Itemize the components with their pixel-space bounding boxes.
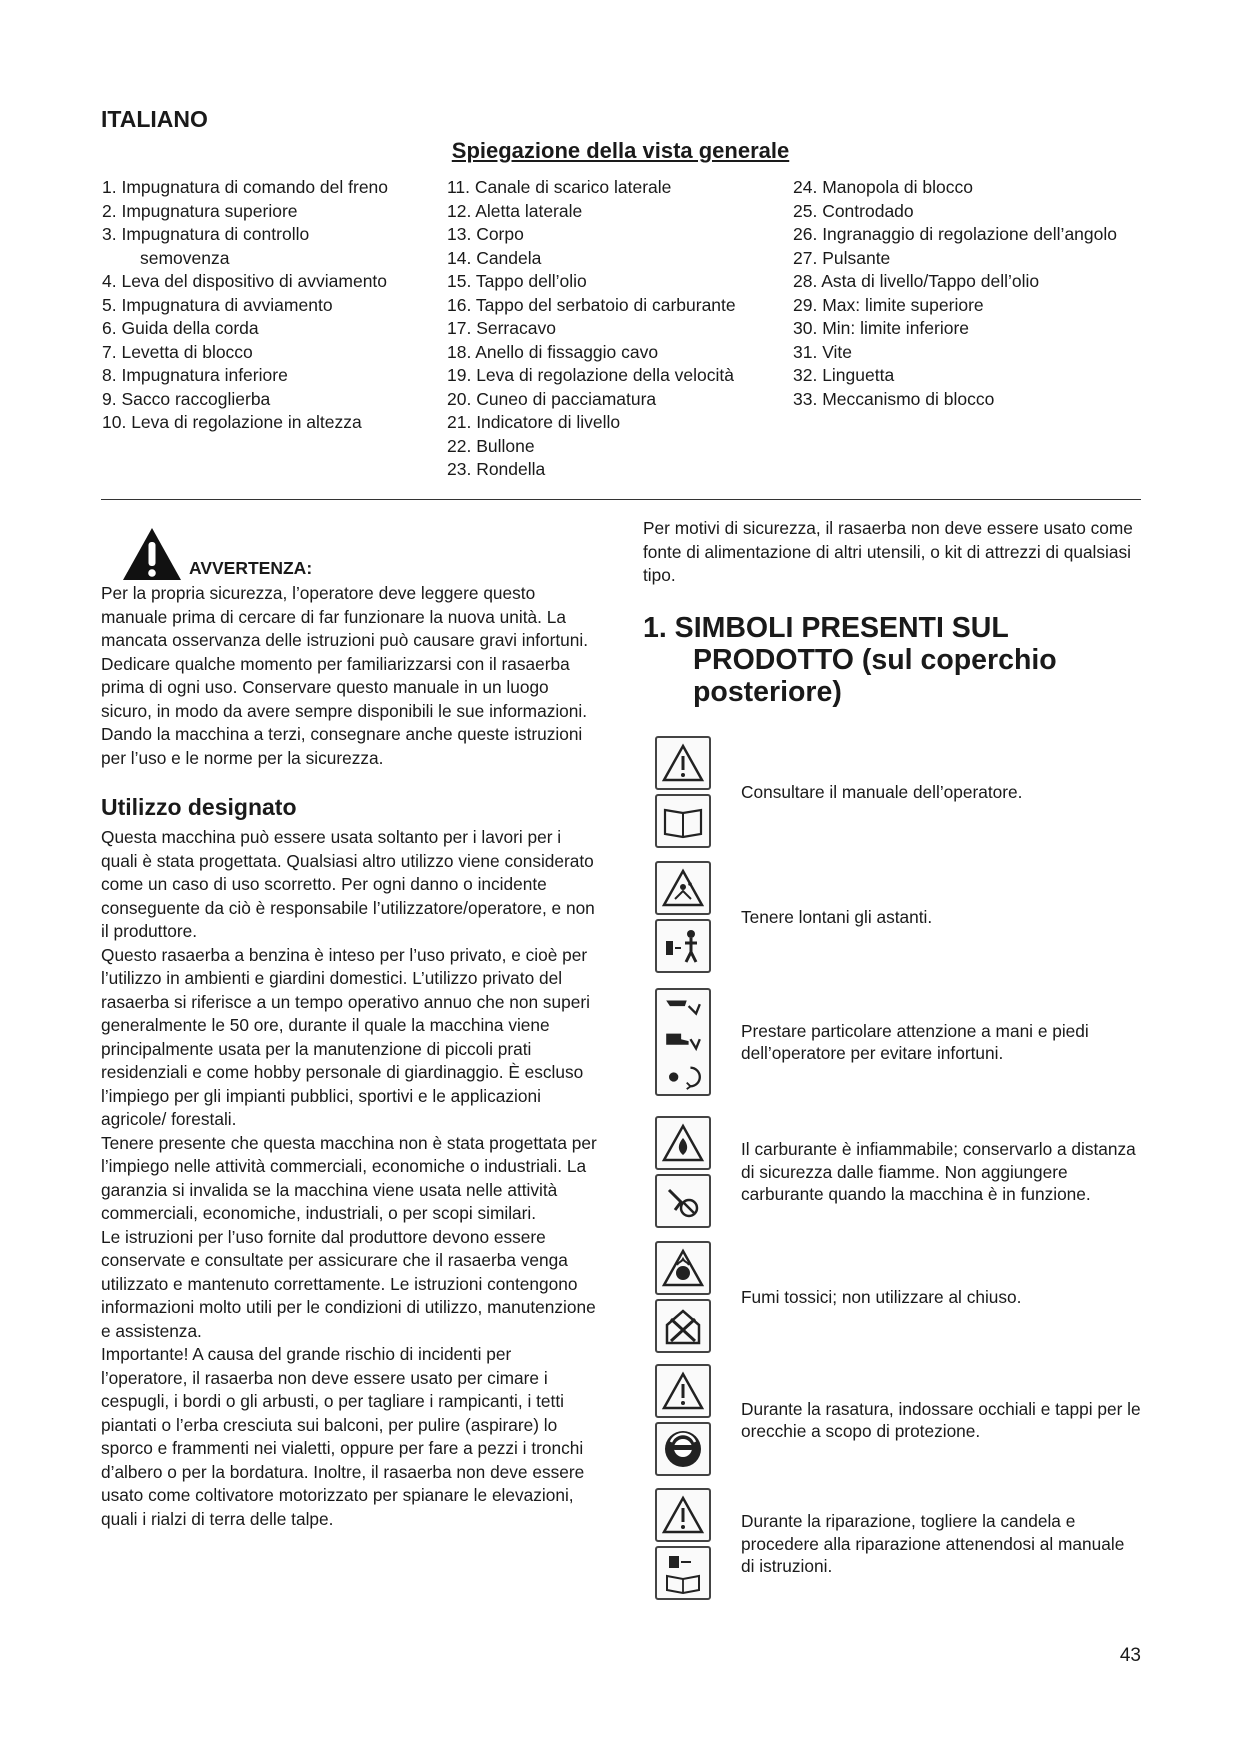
symbol-description: Il carburante è infiammabile; conservarlo a distanza di sicurezza dalle fiamme. Non aggiungere carburante quando la macchina è in funzione. bbox=[741, 1139, 1136, 1205]
no-refuel-running-icon bbox=[655, 1174, 711, 1228]
part-item: 7. Levetta di blocco bbox=[102, 341, 253, 362]
symbol-item bbox=[655, 1366, 1175, 1474]
part-item: 5. Impugnatura di avviamento bbox=[102, 294, 333, 315]
intended-use-paragraph: Tenere presente che questa macchina non è stata progettata per l’impiego nelle attività commerciali, economiche o industriali. La garanzia si invalida se la macchina viene usata nelle attività commerciali, economiche, industriali, o per scopi similari. bbox=[101, 1132, 597, 1223]
part-item: 19. Leva di regolazione della velocità bbox=[447, 365, 734, 385]
intended-use-paragraph: Importante! A causa del grande rischio di incidenti per l’operatore, il rasaerba non deve essere usato per cimare i cespugli, i bordi o gli arbusti, o per tagliare i rampicanti, i tetti piantati o l’erba cresciuta sui balconi, per pulire (aspirare) lo sporco e frammenti nei vialetti, oppure per fare a pezzi i tronchi d’albero o per la bordatura. Inoltre, il rasaerba non deve essere usato come coltivatore motorizzato per spianare le elevazioni, quali i rialzi di terra delle talpe. bbox=[101, 1344, 585, 1529]
part-item: 28. Asta di livello/Tappo dell’olio bbox=[793, 271, 1040, 291]
part-item: 8. Impugnatura inferiore bbox=[102, 365, 288, 385]
symbol-description: Fumi tossici; non utilizzare al chiuso. bbox=[741, 1286, 1022, 1307]
part-item: 13. Corpo bbox=[447, 224, 524, 244]
part-item: 2. Impugnatura superiore bbox=[102, 200, 298, 221]
parts-list-column-1 bbox=[102, 176, 402, 435]
symbol-icons bbox=[655, 1488, 711, 1600]
rotating-blade-icon bbox=[661, 1063, 705, 1091]
part-item: 14. Candela bbox=[447, 247, 542, 268]
part-item: 26. Ingranaggio di regolazione dell’angolo bbox=[793, 224, 1117, 244]
hand-blade-icon bbox=[661, 993, 705, 1021]
part-item: 21. Indicatore di livello bbox=[447, 412, 621, 432]
symbol-icons bbox=[655, 1241, 711, 1353]
symbol-item bbox=[655, 863, 1175, 971]
part-item: 18. Anello di fissaggio cavo bbox=[447, 341, 659, 362]
part-item: 17. Serracavo bbox=[447, 318, 556, 338]
page-number: 43 bbox=[1119, 1645, 1141, 1666]
part-item: 10. Leva di regolazione in altezza bbox=[102, 412, 362, 432]
part-item: 22. Bullone bbox=[447, 435, 535, 456]
part-item: 4. Leva del dispositivo di avviamento bbox=[102, 271, 388, 291]
part-item: 15. Tappo dell’olio bbox=[447, 271, 587, 291]
parts-list-column-3 bbox=[793, 176, 1133, 411]
symbols-heading-line: PRODOTTO (sul coperchio bbox=[693, 644, 1057, 676]
part-item: 12. Aletta laterale bbox=[447, 200, 583, 221]
symbol-item bbox=[655, 738, 1175, 846]
intended-use-paragraph: Questa macchina può essere usata soltanto per i lavori per i quali è stata progettata. Qualsiasi altro utilizzo viene considerato come un caso di uso scorretto. Per ogni danno o incidente conseguente da ciò è responsabile l’utilizzatore/operatore, e non il produttore. bbox=[101, 827, 595, 941]
warning-header bbox=[101, 524, 601, 582]
warning-triangle-icon bbox=[655, 736, 711, 790]
warning-label: AVVERTENZA: bbox=[189, 558, 313, 578]
part-item: 32. Linguetta bbox=[793, 365, 895, 385]
bystander-distance-icon bbox=[655, 919, 711, 973]
symbols-section-heading bbox=[643, 612, 1163, 708]
symbol-description: Durante la rasatura, indossare occhiali e tappi per le orecchie a scopo di protezione. bbox=[741, 1398, 1141, 1441]
thrown-object-icon bbox=[655, 861, 711, 915]
symbol-description: Prestare particolare attenzione a mani e piedi dell’operatore per evitare infortuni. bbox=[741, 1020, 1089, 1063]
part-item: 23. Rondella bbox=[447, 459, 546, 479]
hand-foot-blade-icon bbox=[655, 988, 711, 1096]
safety-intro-text: Per motivi di sicurezza, il rasaerba non deve essere usato come fonte di alimentazione di altri utensili, o kit di attrezzi di qualsiasi tipo. bbox=[643, 518, 1133, 585]
symbol-description: Consultare il manuale dell’operatore. bbox=[741, 781, 1023, 802]
part-item: 30. Min: limite inferiore bbox=[793, 318, 970, 338]
toxic-fumes-icon bbox=[655, 1241, 711, 1295]
part-item: 9. Sacco raccoglierba bbox=[102, 388, 271, 409]
symbols-heading-line: 1. SIMBOLI PRESENTI SUL bbox=[643, 612, 1009, 644]
part-item: 24. Manopola di blocco bbox=[793, 177, 973, 197]
overview-title: Spiegazione della vista generale bbox=[451, 138, 790, 163]
warning-triangle-icon bbox=[655, 1364, 711, 1418]
symbol-description: Tenere lontani gli astanti. bbox=[741, 906, 933, 927]
part-item: 33. Meccanismo di blocco bbox=[793, 388, 995, 409]
part-item: 6. Guida della corda bbox=[102, 318, 259, 338]
warning-triangle-icon bbox=[655, 1488, 711, 1542]
part-item: 16. Tappo del serbatoio di carburante bbox=[447, 294, 736, 315]
symbol-item bbox=[655, 1243, 1175, 1351]
part-item: 25. Controdado bbox=[793, 200, 914, 221]
symbol-icons bbox=[655, 1364, 711, 1476]
part-item: 31. Vite bbox=[793, 341, 853, 362]
symbol-item bbox=[655, 1118, 1175, 1226]
symbols-heading-line: posteriore) bbox=[693, 676, 842, 708]
part-item: 3. Impugnatura di controllo semovenza bbox=[102, 224, 310, 268]
part-item: 1. Impugnatura di comando del freno bbox=[102, 177, 389, 197]
parts-list-column-2 bbox=[447, 176, 777, 482]
warning-block bbox=[101, 524, 601, 1531]
no-indoor-use-icon bbox=[655, 1299, 711, 1353]
manual-book-icon bbox=[655, 794, 711, 848]
intended-use-paragraph: Questo rasaerba a benzina è inteso per l’uso privato, e cioè per l’utilizzo in ambienti e giardini domestici. L’utilizzo privato del rasaerba si riferisce a un tempo operativo annuo che non superi generalmente le 50 ore, durante il quale la macchina viene principalmente usata per la manutenzione di piccoli prati residenziali e come hobby personale di giardinaggio. È escluso l’impiego per gli impianti pubblici, sportivi e le applicazioni agricole/ forestali. bbox=[101, 944, 590, 1129]
symbol-description: Durante la riparazione, togliere la candela e procedere alla riparazione attenendosi al manuale di istruzioni. bbox=[741, 1511, 1125, 1577]
part-item: 11. Canale di scarico laterale bbox=[447, 177, 672, 197]
section-divider bbox=[101, 499, 1141, 500]
symbol-icons bbox=[655, 988, 711, 1096]
foot-blade-icon bbox=[661, 1028, 705, 1056]
eye-ear-protection-icon bbox=[655, 1422, 711, 1476]
symbol-icons bbox=[655, 861, 711, 973]
part-item: 20. Cuneo di pacciamatura bbox=[447, 388, 657, 409]
intended-use-heading: Utilizzo designato bbox=[101, 794, 297, 820]
symbol-icons bbox=[655, 736, 711, 848]
language-title: ITALIANO bbox=[101, 106, 208, 132]
symbol-item bbox=[655, 986, 1175, 1098]
intended-use-paragraph: Le istruzioni per l’uso fornite dal produttore devono essere conservate e consultate per assicurare che il rasaerba venga utilizzato e mantenuto correttamente. Le istruzioni contengono informazioni molto utili per le condizioni di utilizzo, manutenzione e assistenza. bbox=[101, 1226, 596, 1341]
symbol-item bbox=[655, 1488, 1175, 1600]
flame-warning-icon bbox=[655, 1116, 711, 1170]
part-item: 27. Pulsante bbox=[793, 247, 891, 268]
warning-triangle-icon bbox=[121, 526, 183, 582]
spark-plug-manual-icon bbox=[655, 1546, 711, 1600]
warning-text: Per la propria sicurezza, l’operatore deve leggere questo manuale prima di cercare di far funzionare la nuova unità. La mancata osservanza delle istruzioni può causare gravi infortuni. Dedicare qualche momento per familiarizzarsi con il rasaerba prima di ogni uso. Conservare questo manuale in un luogo sicuro, in modo da avere sempre disponibili le sue informazioni. Dando la macchina a terzi, consegnare anche queste istruzioni per l’uso e le norme per la sicurezza. bbox=[101, 583, 589, 768]
symbol-icons bbox=[655, 1116, 711, 1228]
part-item: 29. Max: limite superiore bbox=[793, 294, 984, 315]
